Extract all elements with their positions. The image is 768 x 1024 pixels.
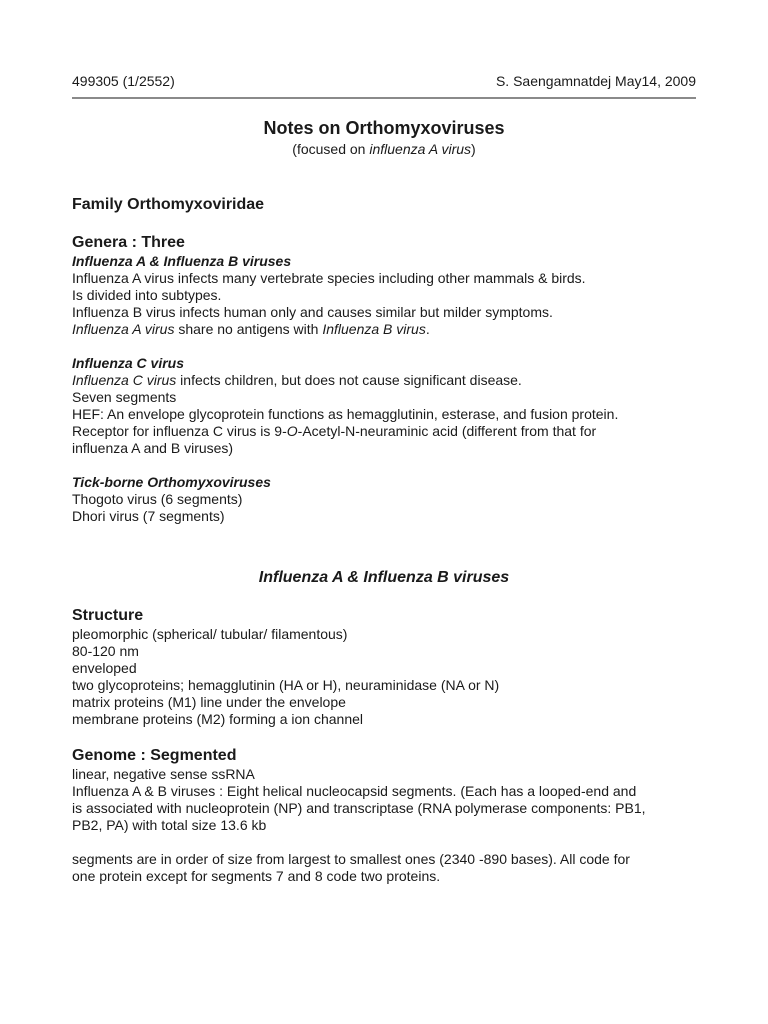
text-line: pleomorphic (spherical/ tubular/ filamentous) — [72, 626, 348, 642]
genome-heading: Genome : Segmented — [72, 747, 237, 764]
text-line: 80-120 nm — [72, 643, 139, 659]
text-line: matrix proteins (M1) line under the envelope — [72, 694, 346, 710]
text-line: Influenza A & B viruses : Eight helical nucleocapsid segments. (Each has a looped-end and — [72, 783, 637, 799]
text-line: is associated with nucleoprotein (NP) and transcriptase (RNA polymerase components: PB1, — [72, 800, 646, 816]
text-line: one protein except for segments 7 and 8 code two proteins. — [72, 868, 441, 884]
text-line: Is divided into subtypes. — [72, 287, 222, 303]
text-span: . — [425, 321, 430, 337]
text-line: membrane proteins (M2) forming a ion channel — [72, 711, 364, 727]
subtitle-suffix: ) — [471, 141, 476, 157]
italic-term: Influenza B virus — [322, 321, 426, 337]
author-date: S. Saengamnatdej May14, 2009 — [495, 73, 696, 89]
text-line: PB2, PA) with total size 13.6 kb — [72, 817, 267, 833]
italic-term: Influenza A virus — [72, 321, 175, 337]
text-span: infects children, but does not cause significant disease. — [176, 372, 522, 388]
subtitle-prefix: (focused on — [292, 141, 370, 157]
text-line — [72, 321, 696, 338]
text-line: HEF: An envelope glycoprotein functions as hemagglutinin, esterase, and fusion protein. — [72, 406, 619, 422]
document-body — [72, 195, 696, 885]
structure-heading: Structure — [72, 607, 144, 624]
text-line: two glycoproteins; hemagglutinin (HA or H), neuraminidase (NA or N) — [72, 677, 500, 693]
text-line: Thogoto virus (6 segments) — [72, 491, 243, 507]
course-code: 499305 (1/2552) — [72, 73, 175, 89]
text-span: share no antigens with — [174, 321, 323, 337]
text-line: enveloped — [72, 660, 137, 676]
genera-heading: Genera : Three — [72, 234, 185, 251]
text-line: segments are in order of size from largest to smallest ones (2340 -890 bases). All code for — [72, 851, 630, 867]
text-line: linear, negative sense ssRNA — [72, 766, 255, 782]
text-span: -Acetyl-N-neuraminic acid (different from that for — [297, 423, 597, 439]
text-line — [72, 423, 696, 440]
italic-term: O — [286, 423, 298, 439]
page-header — [72, 72, 696, 90]
text-line: Dhori virus (7 segments) — [72, 508, 225, 524]
text-line: influenza A and B viruses) — [72, 440, 234, 456]
genera-tick-subheading: Tick-borne Orthomyxoviruses — [72, 474, 271, 490]
text-line: Influenza A virus infects many vertebrate species including other mammals & birds. — [72, 270, 586, 286]
text-span: Receptor for influenza C virus is 9- — [72, 423, 287, 439]
header-rule — [72, 97, 696, 99]
text-line: Seven segments — [72, 389, 177, 405]
section-ab-heading: Influenza A & Influenza B viruses — [258, 569, 510, 586]
genera-c-subheading: Influenza C virus — [72, 355, 185, 371]
genera-ab-subheading: Influenza A & Influenza B viruses — [72, 253, 292, 269]
subtitle-italic: influenza A virus — [369, 141, 472, 157]
italic-term: Influenza C virus — [72, 372, 177, 388]
page-title: Notes on Orthomyxoviruses — [263, 118, 505, 138]
page-subtitle — [72, 140, 696, 158]
text-line — [72, 372, 696, 389]
family-heading: Family Orthomyxoviridae — [72, 196, 265, 213]
text-line: Influenza B virus infects human only and causes similar but milder symptoms. — [72, 304, 553, 320]
